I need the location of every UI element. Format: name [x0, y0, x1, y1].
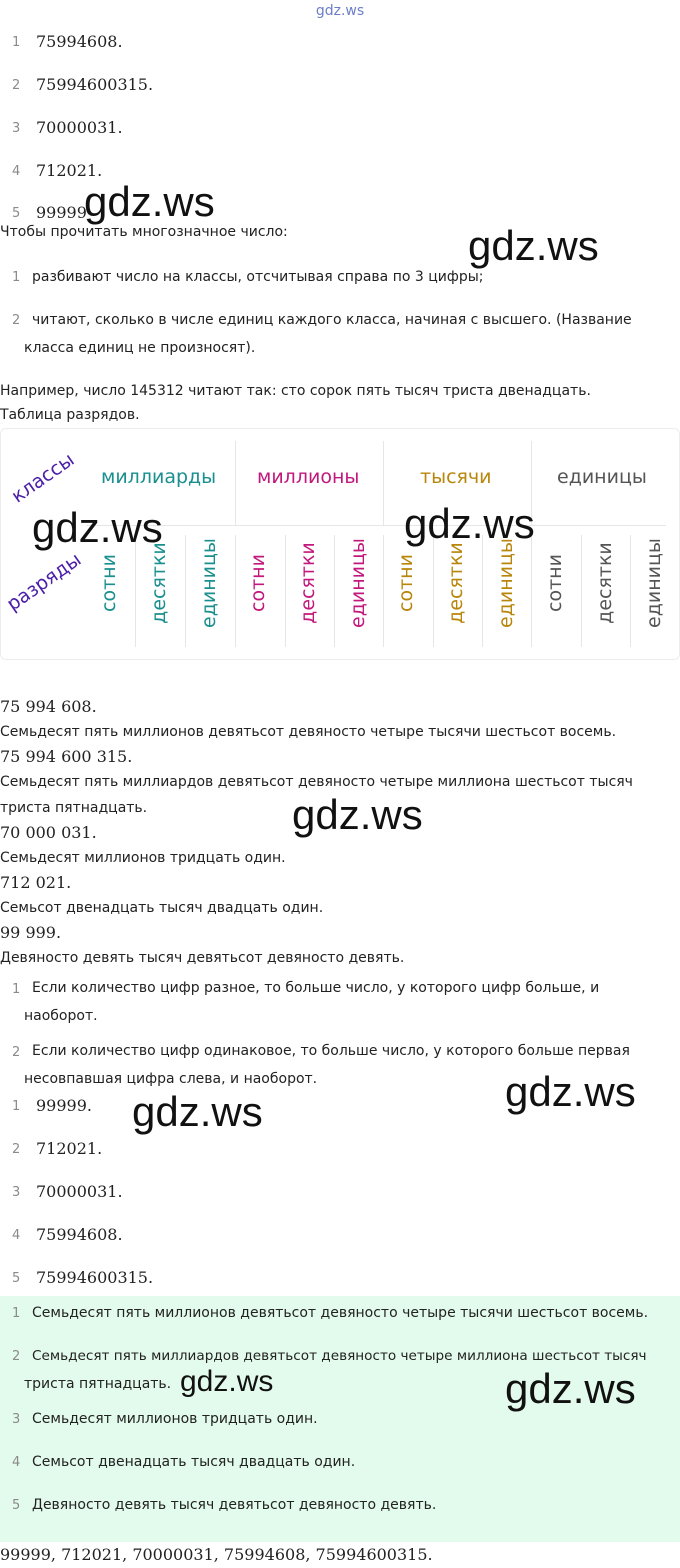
watermark: gdz.ws [84, 178, 215, 225]
reading-words: Семьдесят пять миллионов девятьсот девяносто четыре тысячи шестьсот восемь. [0, 724, 617, 740]
rule-text-continued: наоборот. [24, 1008, 98, 1024]
table-title: Таблица разрядов. [0, 407, 140, 423]
rule-text: Если количество цифр одинаковое, то больше число, у которого больше первая [32, 1043, 630, 1059]
list-item: 712021. [36, 1139, 103, 1158]
watermark: gdz.ws [505, 1365, 636, 1412]
list-number: 2 [12, 78, 21, 93]
list-number: 3 [12, 1412, 21, 1427]
ranks-row-label: разряды [2, 548, 86, 616]
reading-words: Девяносто девять тысяч девятьсот девяносто девять. [0, 950, 405, 966]
reading-words-continued: триста пятнадцать. [0, 800, 148, 816]
site-link[interactable]: gdz.ws [315, 3, 365, 19]
rank-hundreds: сотни [395, 554, 417, 612]
class-millions: миллионы [257, 466, 360, 488]
list-item: 75994600315. [36, 75, 154, 94]
rule-text-continued: класса единиц не произносят). [24, 340, 256, 356]
classes-row-label: классы [7, 448, 79, 508]
list-item: 75994600315. [36, 1268, 154, 1287]
rank-units: единицы [198, 538, 220, 628]
reading-number: 99 999. [0, 923, 62, 942]
list-number: 5 [12, 1271, 21, 1286]
list-number: 2 [12, 1142, 21, 1157]
final-answer: 99999, 712021, 70000031, 75994608, 75994600315. [0, 1545, 433, 1564]
reading-words: Семьдесят пять миллиардов девятьсот девяносто четыре миллиона шестьсот тысяч [0, 774, 633, 790]
list-number: 3 [12, 121, 21, 136]
reading-number: 75 994 608. [0, 697, 97, 716]
rank-units: единицы [347, 538, 369, 628]
rule-text-continued: несовпавшая цифра слева, и наоборот. [24, 1071, 318, 1087]
table-divider [185, 535, 186, 647]
watermark: gdz.ws [32, 504, 163, 551]
list-item: Семьдесят пять миллиардов девятьсот девяносто четыре миллиона шестьсот тысяч [32, 1348, 647, 1364]
reading-number: 70 000 031. [0, 823, 97, 842]
list-item: 712021. [36, 161, 103, 180]
rule-number: 2 [12, 313, 21, 328]
rule-number: 1 [12, 270, 21, 285]
rank-tens: десятки [594, 542, 616, 624]
class-units: единицы [557, 466, 647, 488]
list-item: 75994608. [36, 32, 123, 51]
list-number: 1 [12, 1306, 21, 1321]
example-text: Например, число 145312 читают так: сто сорок пять тысяч триста двенадцать. [0, 383, 591, 399]
table-divider [235, 535, 236, 647]
table-divider [433, 535, 434, 647]
reading-words: Семьсот двенадцать тысяч двадцать один. [0, 900, 324, 916]
list-number: 3 [12, 1185, 21, 1200]
rank-tens: десятки [445, 542, 467, 624]
table-divider [383, 535, 384, 647]
table-divider [383, 441, 384, 525]
rule-text: читают, сколько в числе единиц каждого класса, начиная с высшего. (Название [32, 312, 632, 328]
list-item-continued: триста пятнадцать. [24, 1376, 172, 1392]
list-item: Девяносто девять тысяч девятьсот девяносто девять. [32, 1497, 437, 1513]
list-number: 1 [12, 1099, 21, 1114]
rank-tens: десятки [148, 542, 170, 624]
list-number: 1 [12, 35, 21, 50]
table-divider [581, 535, 582, 647]
reading-number: 75 994 600 315. [0, 747, 133, 766]
table-divider [86, 525, 666, 526]
list-number: 2 [12, 1349, 21, 1364]
list-item: 99999 [36, 203, 87, 218]
list-number: 4 [12, 1228, 21, 1243]
list-item: 99999. [36, 1096, 92, 1115]
table-divider [285, 535, 286, 647]
rank-hundreds: сотни [247, 554, 269, 612]
watermark: gdz.ws [292, 791, 423, 838]
reading-number: 712 021. [0, 873, 72, 892]
rule-number: 1 [12, 982, 21, 997]
read-intro: Чтобы прочитать многозначное число: [0, 224, 288, 240]
list-item: 70000031. [36, 1182, 123, 1201]
list-item: Семьдесят миллионов тридцать один. [32, 1411, 318, 1427]
list-item: 75994608. [36, 1225, 123, 1244]
list-item: Семьсот двенадцать тысяч двадцать один. [32, 1454, 356, 1470]
watermark: gdz.ws [132, 1088, 263, 1135]
rule-number: 2 [12, 1045, 21, 1060]
list-number: 5 [12, 1498, 21, 1513]
watermark: gdz.ws [180, 1365, 274, 1398]
class-billions: миллиарды [101, 466, 217, 488]
list-item: 70000031. [36, 118, 123, 137]
rank-hundreds: сотни [98, 554, 120, 612]
rank-units: единицы [495, 538, 517, 628]
rule-text: Если количество цифр разное, то больше число, у которого цифр больше, и [32, 980, 600, 996]
watermark: gdz.ws [468, 222, 599, 269]
list-number: 5 [12, 206, 21, 218]
list-number: 4 [12, 1455, 21, 1470]
watermark: gdz.ws [404, 500, 535, 547]
list-number: 4 [12, 164, 21, 179]
watermark: gdz.ws [505, 1068, 636, 1115]
rule-text: разбивают число на классы, отсчитывая справа по 3 цифры; [32, 269, 484, 285]
rank-units: единицы [643, 538, 665, 628]
table-divider [235, 441, 236, 525]
rank-tens: десятки [297, 542, 319, 624]
table-divider [334, 535, 335, 647]
class-thousands: тысячи [420, 466, 492, 488]
list-item: Семьдесят пять миллионов девятьсот девяносто четыре тысячи шестьсот восемь. [32, 1305, 649, 1321]
reading-words: Семьдесят миллионов тридцать один. [0, 850, 286, 866]
table-divider [531, 535, 532, 647]
table-divider [630, 535, 631, 647]
table-divider [482, 535, 483, 647]
rank-hundreds: сотни [544, 554, 566, 612]
